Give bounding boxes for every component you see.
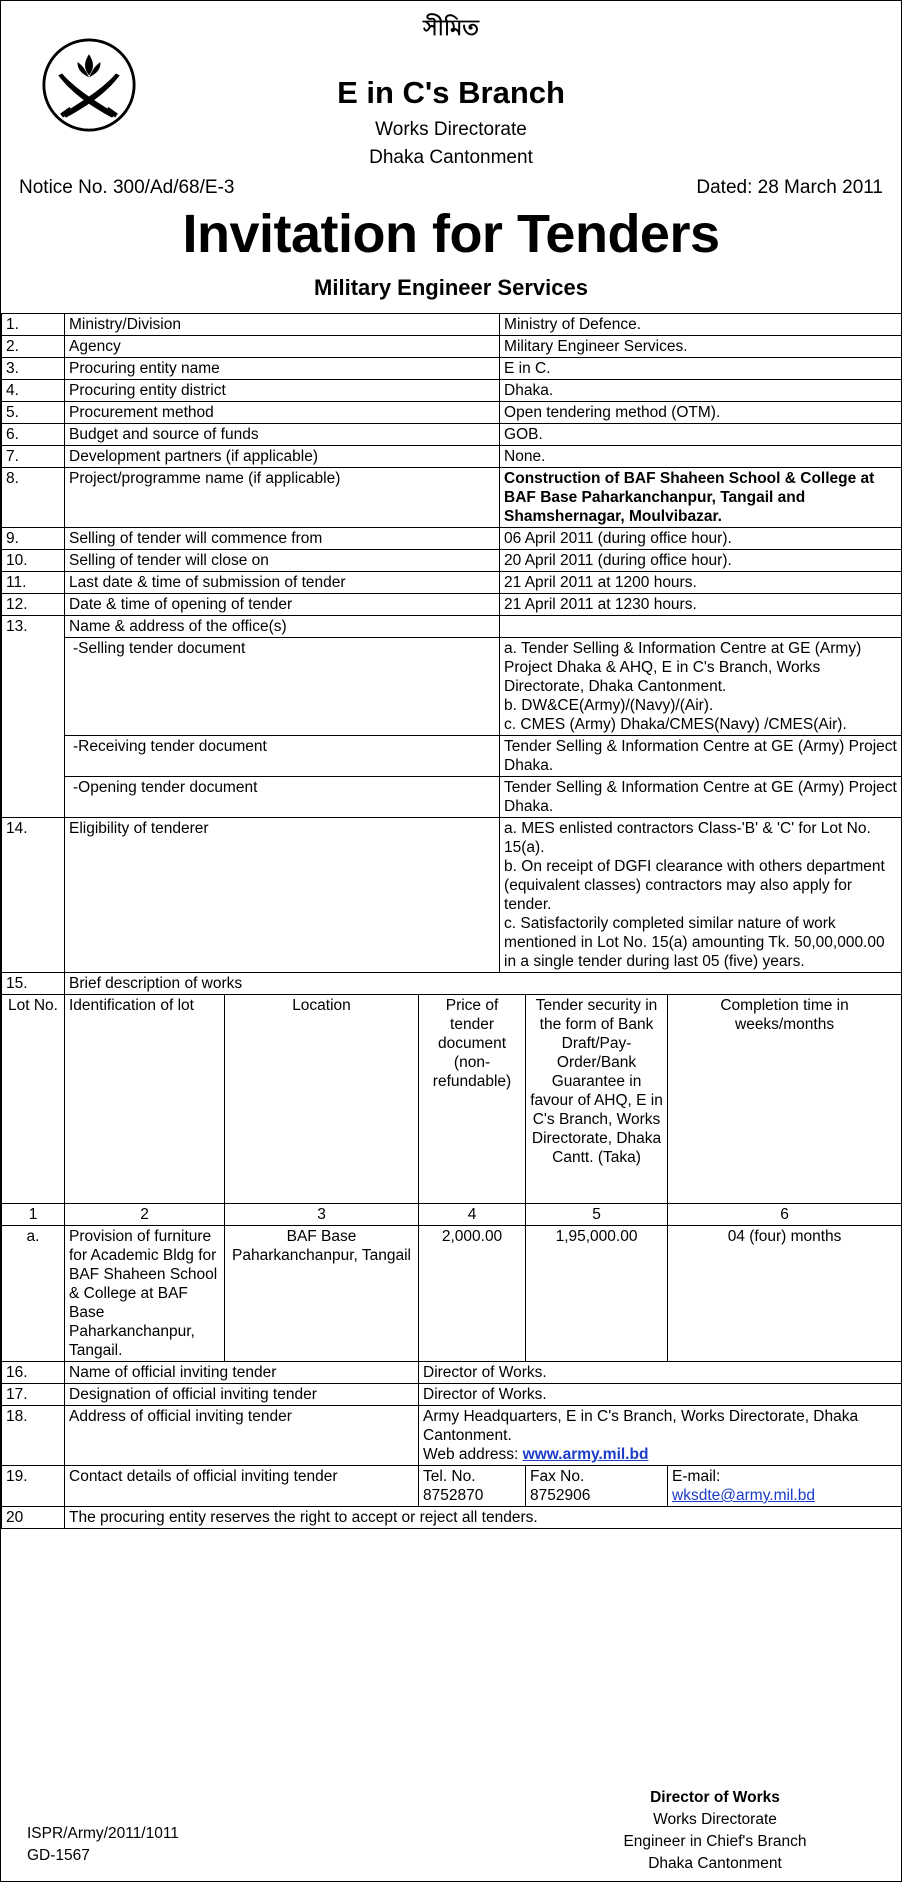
web-address-line bbox=[423, 1445, 897, 1464]
tel-cell bbox=[419, 1466, 526, 1507]
lot-completion: 04 (four) months bbox=[668, 1226, 902, 1362]
opening-value: Tender Selling & Information Centre at GE (Army) Project Dhaka. bbox=[500, 777, 902, 818]
email-link[interactable]: wksdte@army.mil.bd bbox=[672, 1487, 815, 1504]
row-label: Brief description of works bbox=[65, 973, 902, 995]
table-row bbox=[2, 1507, 902, 1529]
tel-number: 8752870 bbox=[423, 1487, 484, 1504]
selling-a: a. Tender Selling & Information Centre at GE (Army) Project Dhaka & AHQ, E in C's Branch, Works Directorate, Dhaka Cantonment. bbox=[504, 640, 862, 695]
row-label: Address of official inviting tender bbox=[65, 1406, 419, 1466]
signature-block bbox=[585, 1787, 845, 1875]
row-label: Contact details of official inviting tender bbox=[65, 1466, 419, 1507]
row-value: Dhaka. bbox=[500, 380, 902, 402]
table-row bbox=[2, 380, 902, 402]
row-value: Open tendering method (OTM). bbox=[500, 402, 902, 424]
table-row bbox=[2, 402, 902, 424]
notice-date: Dated: 28 March 2011 bbox=[696, 177, 883, 198]
row-number: 18. bbox=[2, 1406, 65, 1466]
row-number: 3. bbox=[2, 358, 65, 380]
colnum-3: 3 bbox=[225, 1204, 419, 1226]
row-value bbox=[500, 616, 902, 638]
eligibility-b: b. On receipt of DGFI clearance with others department (equivalent classes) contractors may also apply for tender. bbox=[504, 858, 885, 913]
row-value: 21 April 2011 at 1230 hours. bbox=[500, 594, 902, 616]
table-row bbox=[2, 468, 902, 528]
page-title: Invitation for Tenders bbox=[182, 204, 720, 264]
col-header-lot: Lot No. bbox=[2, 995, 65, 1204]
row-label: Name of official inviting tender bbox=[65, 1362, 419, 1384]
receiving-value: Tender Selling & Information Centre at GE (Army) Project Dhaka. bbox=[500, 736, 902, 777]
web-address-link[interactable]: www.army.mil.bd bbox=[522, 1446, 649, 1463]
address-value bbox=[419, 1406, 902, 1466]
table-row bbox=[2, 336, 902, 358]
eligibility-value bbox=[500, 818, 902, 973]
row-label: Name & address of the office(s) bbox=[65, 616, 500, 638]
address-text: Army Headquarters, E in C's Branch, Works Directorate, Dhaka Cantonment. bbox=[423, 1408, 859, 1444]
row-value: 06 April 2011 (during office hour). bbox=[500, 528, 902, 550]
directorate-name: Works Directorate bbox=[375, 119, 527, 140]
table-row bbox=[2, 973, 902, 995]
gd-reference: GD-1567 bbox=[27, 1847, 90, 1864]
fax-number: 8752906 bbox=[530, 1487, 591, 1504]
signature-line: Engineer in Chief's Branch bbox=[623, 1833, 807, 1850]
row-number: 8. bbox=[2, 468, 65, 528]
lots-colnum-row bbox=[2, 1204, 902, 1226]
row-number: 14. bbox=[2, 818, 65, 973]
row-label: Selling of tender will commence from bbox=[65, 528, 500, 550]
row-number: 7. bbox=[2, 446, 65, 468]
row-value: Military Engineer Services. bbox=[500, 336, 902, 358]
selling-label: -Selling tender document bbox=[65, 638, 500, 736]
row-number: 1. bbox=[2, 314, 65, 336]
table-row bbox=[2, 1384, 902, 1406]
selling-b: b. DW&CE(Army)/(Navy)/(Air). bbox=[504, 697, 714, 714]
receiving-label: -Receiving tender document bbox=[65, 736, 500, 777]
row-number: 12. bbox=[2, 594, 65, 616]
row-value: GOB. bbox=[500, 424, 902, 446]
row-number: 19. bbox=[2, 1466, 65, 1507]
table-row bbox=[2, 594, 902, 616]
colnum-4: 4 bbox=[419, 1204, 526, 1226]
signature-title: Director of Works bbox=[650, 1789, 780, 1806]
table-row bbox=[2, 616, 902, 638]
row-label: Procuring entity district bbox=[65, 380, 500, 402]
colnum-1: 1 bbox=[2, 1204, 65, 1226]
web-address-label: Web address: bbox=[423, 1446, 519, 1463]
row-number: 2. bbox=[2, 336, 65, 358]
classification-label: সীমিত bbox=[423, 16, 479, 41]
col-header-location: Location bbox=[225, 995, 419, 1204]
row-value: Director of Works. bbox=[419, 1384, 902, 1406]
reservation-text: The procuring entity reserves the right to accept or reject all tenders. bbox=[65, 1507, 902, 1529]
colnum-5: 5 bbox=[526, 1204, 668, 1226]
project-name: Construction of BAF Shaheen School & College at BAF Base Paharkanchanpur, Tangail and Shamshernagar, Moulvibazar. bbox=[500, 468, 902, 528]
eligibility-c: c. Satisfactorily completed similar nature of work mentioned in Lot No. 15(a) amounting Tk. 50,00,000.00 in a single tender during last 05 (five) years. bbox=[504, 915, 885, 970]
location-name: Dhaka Cantonment bbox=[369, 147, 533, 168]
lot-security: 1,95,000.00 bbox=[526, 1226, 668, 1362]
row-number: 11. bbox=[2, 572, 65, 594]
signature-line: Dhaka Cantonment bbox=[648, 1855, 782, 1872]
table-row bbox=[2, 572, 902, 594]
tender-table bbox=[1, 313, 902, 1529]
selling-value bbox=[500, 638, 902, 736]
lots-header-row bbox=[2, 995, 902, 1204]
row-value: E in C. bbox=[500, 358, 902, 380]
table-row bbox=[2, 424, 902, 446]
fax-cell bbox=[526, 1466, 668, 1507]
row-number: 6. bbox=[2, 424, 65, 446]
row-number: 4. bbox=[2, 380, 65, 402]
table-row bbox=[2, 638, 902, 736]
row-label: Development partners (if applicable) bbox=[65, 446, 500, 468]
row-number: 20 bbox=[2, 1507, 65, 1529]
table-row bbox=[2, 550, 902, 572]
row-label: Eligibility of tenderer bbox=[65, 818, 500, 973]
row-label: Procuring entity name bbox=[65, 358, 500, 380]
lot-location: BAF Base Paharkanchanpur, Tangail bbox=[225, 1226, 419, 1362]
selling-c: c. CMES (Army) Dhaka/CMES(Navy) /CMES(Air). bbox=[504, 716, 847, 733]
lot-identification: Provision of furniture for Academic Bldg for BAF Shaheen School & College at BAF Base Paharkanchanpur, Tangail. bbox=[65, 1226, 225, 1362]
row-label: Procurement method bbox=[65, 402, 500, 424]
signature-line: Works Directorate bbox=[653, 1811, 777, 1828]
lot-price: 2,000.00 bbox=[419, 1226, 526, 1362]
row-label: Selling of tender will close on bbox=[65, 550, 500, 572]
table-row bbox=[2, 446, 902, 468]
table-row bbox=[2, 818, 902, 973]
table-row bbox=[2, 736, 902, 777]
page-subtitle: Military Engineer Services bbox=[314, 275, 588, 300]
col-header-price: Price of tender document (non-refundable) bbox=[419, 995, 526, 1204]
col-header-security: Tender security in the form of Bank Draft/Pay-Order/Bank Guarantee in favour of AHQ, E in C's Branch, Works Directorate, Dhaka Cantt. (Taka) bbox=[526, 995, 668, 1204]
opening-label: -Opening tender document bbox=[65, 777, 500, 818]
fax-label: Fax No. bbox=[530, 1468, 585, 1485]
col-header-completion: Completion time in weeks/months bbox=[668, 995, 902, 1204]
table-row bbox=[2, 777, 902, 818]
row-label: Budget and source of funds bbox=[65, 424, 500, 446]
row-label: Agency bbox=[65, 336, 500, 358]
colnum-2: 2 bbox=[65, 1204, 225, 1226]
table-row bbox=[2, 528, 902, 550]
row-label: Designation of official inviting tender bbox=[65, 1384, 419, 1406]
row-value: 20 April 2011 (during office hour). bbox=[500, 550, 902, 572]
lot-row bbox=[2, 1226, 902, 1362]
row-number: 17. bbox=[2, 1384, 65, 1406]
row-value: 21 April 2011 at 1200 hours. bbox=[500, 572, 902, 594]
row-label: Ministry/Division bbox=[65, 314, 500, 336]
row-number: 16. bbox=[2, 1362, 65, 1384]
table-row bbox=[2, 358, 902, 380]
row-label: Last date & time of submission of tender bbox=[65, 572, 500, 594]
row-number: 10. bbox=[2, 550, 65, 572]
row-number: 9. bbox=[2, 528, 65, 550]
table-row bbox=[2, 314, 902, 336]
row-value: Director of Works. bbox=[419, 1362, 902, 1384]
table-row bbox=[2, 1362, 902, 1384]
row-number: 13. bbox=[2, 616, 65, 818]
row-label: Project/programme name (if applicable) bbox=[65, 468, 500, 528]
ispr-reference: ISPR/Army/2011/1011 bbox=[27, 1825, 179, 1842]
branch-title: E in C's Branch bbox=[337, 75, 565, 110]
email-label: E-mail: bbox=[672, 1468, 721, 1485]
row-value: None. bbox=[500, 446, 902, 468]
row-value: Ministry of Defence. bbox=[500, 314, 902, 336]
row-number: 15. bbox=[2, 973, 65, 995]
row-number: 5. bbox=[2, 402, 65, 424]
tel-label: Tel. No. bbox=[423, 1468, 476, 1485]
table-row bbox=[2, 1466, 902, 1507]
colnum-6: 6 bbox=[668, 1204, 902, 1226]
notice-number: Notice No. 300/Ad/68/E-3 bbox=[19, 177, 235, 198]
col-header-identification: Identification of lot bbox=[65, 995, 225, 1204]
email-cell bbox=[668, 1466, 902, 1507]
table-row bbox=[2, 1406, 902, 1466]
row-label: Date & time of opening of tender bbox=[65, 594, 500, 616]
lot-number: a. bbox=[2, 1226, 65, 1362]
footer-references bbox=[27, 1823, 179, 1867]
eligibility-a: a. MES enlisted contractors Class-'B' & 'C' for Lot No. 15(a). bbox=[504, 820, 871, 856]
